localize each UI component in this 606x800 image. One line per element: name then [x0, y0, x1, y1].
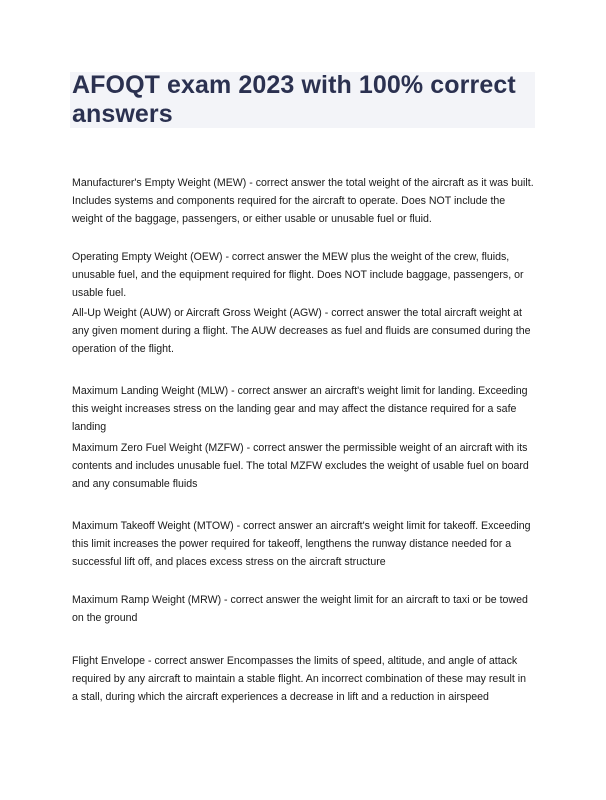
qa-entry-auw: All-Up Weight (AUW) or Aircraft Gross Weight (AGW) - correct answer the total aircraft weight at any given moment during a flight. The AUW decreases as fuel and fluids are consumed during the operation of the flight.	[72, 307, 531, 355]
document-title: AFOQT exam 2023 with 100% correct answers	[72, 71, 516, 128]
qa-entry-mzfw: Maximum Zero Fuel Weight (MZFW) - correct answer the permissible weight of an aircraft with its contents and includes unusable fuel. The total MZFW excludes the weight of usable fuel on board and any consumable fluids	[72, 442, 529, 490]
qa-entry-mlw: Maximum Landing Weight (MLW) - correct answer an aircraft's weight limit for landing. Exceeding this weight increases stress on the landing gear and may affect the distance required for a safe landing	[72, 385, 528, 433]
qa-entry-oew: Operating Empty Weight (OEW) - correct answer the MEW plus the weight of the crew, fluids, unusable fuel, and the equipment required for flight. Does NOT include baggage, passengers, or usable fuel.	[72, 251, 524, 299]
qa-entry-flight-envelope: Flight Envelope - correct answer Encompasses the limits of speed, altitude, and angle of attack required by any aircraft to maintain a stable flight. An incorrect combination of these may result in a stall, during which the aircraft experiences a decrease in lift and a reduction in airspeed	[72, 655, 526, 703]
qa-entry-mew: Manufacturer's Empty Weight (MEW) - correct answer the total weight of the aircraft as it was built. Includes systems and components required for the aircraft to operate. Does NOT include the weight of the baggage, passengers, or either usable or unusable fuel or fluid.	[72, 177, 534, 225]
qa-entry-mtow: Maximum Takeoff Weight (MTOW) - correct answer an aircraft's weight limit for takeoff. Exceeding this limit increases the power required for takeoff, lengthens the runway distance needed for a successful lift off, and places excess stress on the aircraft structure	[72, 520, 531, 568]
qa-entry-mrw: Maximum Ramp Weight (MRW) - correct answer the weight limit for an aircraft to taxi or be towed on the ground	[72, 594, 528, 624]
